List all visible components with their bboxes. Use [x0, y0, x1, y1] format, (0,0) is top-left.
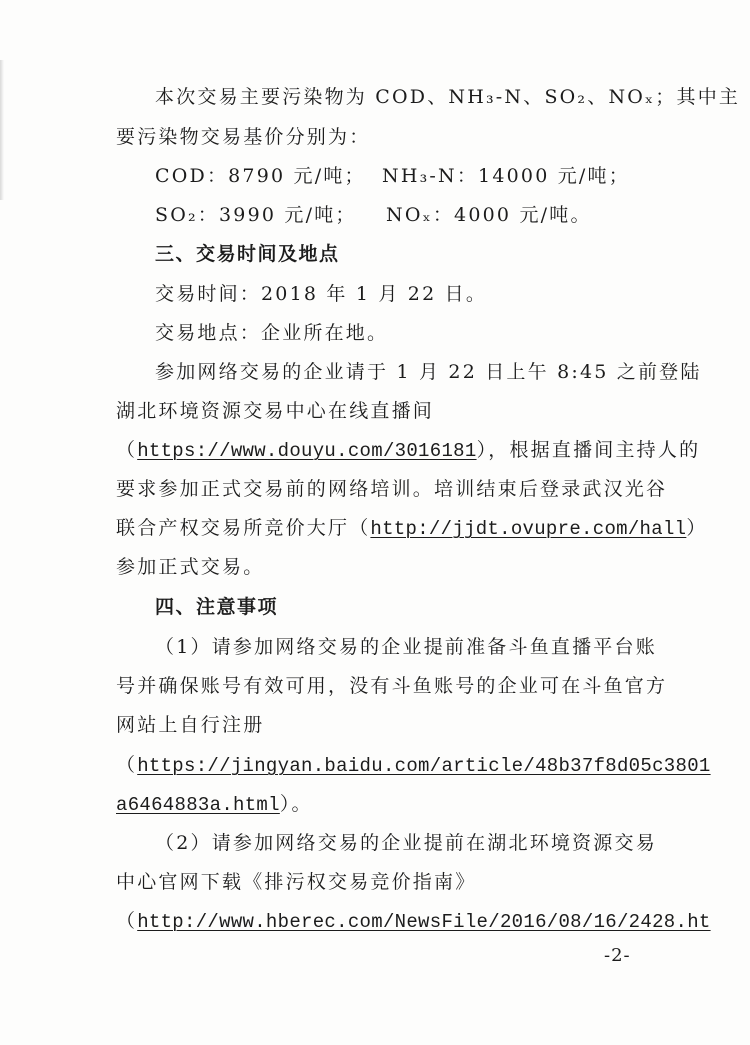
- paren-open: （: [116, 439, 138, 461]
- text-line-1: 本次交易主要污染物为 COD、NH₃-N、SO₂、NOₓ；其中主: [155, 86, 741, 108]
- text-line-14: [116, 515, 708, 542]
- text-line-24: [116, 908, 711, 935]
- hall-link[interactable]: http://jjdt.ovupre.com/hall: [370, 518, 687, 540]
- text-line-20: [116, 752, 711, 779]
- text-line-2: 要污染物交易基价分别为：: [116, 126, 371, 148]
- paren-open-2: （: [116, 754, 138, 776]
- text-line-11: 湖北环境资源交易中心在线直播间: [116, 400, 435, 422]
- text-line-12: [116, 437, 700, 464]
- paren-open-3: （: [116, 910, 138, 932]
- text-line-10: 参加网络交易的企业请于 1 月 22 日上午 8:45 之前登陆: [155, 361, 702, 383]
- trade-location: 交易地点：企业所在地。: [155, 322, 389, 344]
- douyu-link[interactable]: https://www.douyu.com/3016181: [137, 440, 477, 462]
- hberec-link[interactable]: http://www.hberec.com/NewsFile/2016/08/16/2428.ht: [137, 911, 711, 933]
- baidu-link[interactable]: https://jingyan.baidu.com/article/48b37f8d05c3801: [137, 755, 711, 777]
- price-nh3n: NH₃-N：14000 元/吨；: [382, 165, 630, 187]
- text-line-18: 号并确保账号有效可用，没有斗鱼账号的企业可在斗鱼官方: [116, 675, 668, 697]
- section-heading-4: 四、注意事项: [155, 596, 279, 618]
- scan-edge-shadow: [0, 60, 4, 200]
- text-before-link: 联合产权交易所竞价大厅（: [116, 517, 371, 539]
- trade-time: 交易时间：2018 年 1 月 22 日。: [155, 283, 488, 305]
- baidu-link-cont[interactable]: a6464883a.html: [116, 794, 280, 816]
- price-nox: NOₓ：4000 元/吨。: [386, 204, 592, 226]
- text-line-21: [116, 791, 313, 818]
- price-so2: SO₂：3990 元/吨；: [155, 204, 357, 226]
- text-line-22: （2）请参加网络交易的企业提前在湖北环境资源交易: [155, 832, 657, 854]
- text-line-17: （1）请参加网络交易的企业提前准备斗鱼直播平台账: [155, 636, 657, 658]
- text-line-15: 参加正式交易。: [116, 556, 265, 578]
- text-after-link: ），根据直播间主持人的: [476, 439, 701, 461]
- text-line-23: 中心官网下载《排污权交易竞价指南》: [116, 871, 477, 893]
- section-heading-3: 三、交易时间及地点: [155, 243, 340, 265]
- text-line-13: 要求参加正式交易前的网络培训。培训结束后登录武汉光谷: [116, 478, 668, 500]
- text-line-19: 网站上自行注册: [116, 714, 265, 736]
- paren-close-2: ）。: [279, 793, 313, 815]
- paren-close: ）: [686, 517, 708, 539]
- page-number: -2-: [604, 945, 631, 966]
- price-cod: COD：8790 元/吨；: [155, 165, 366, 187]
